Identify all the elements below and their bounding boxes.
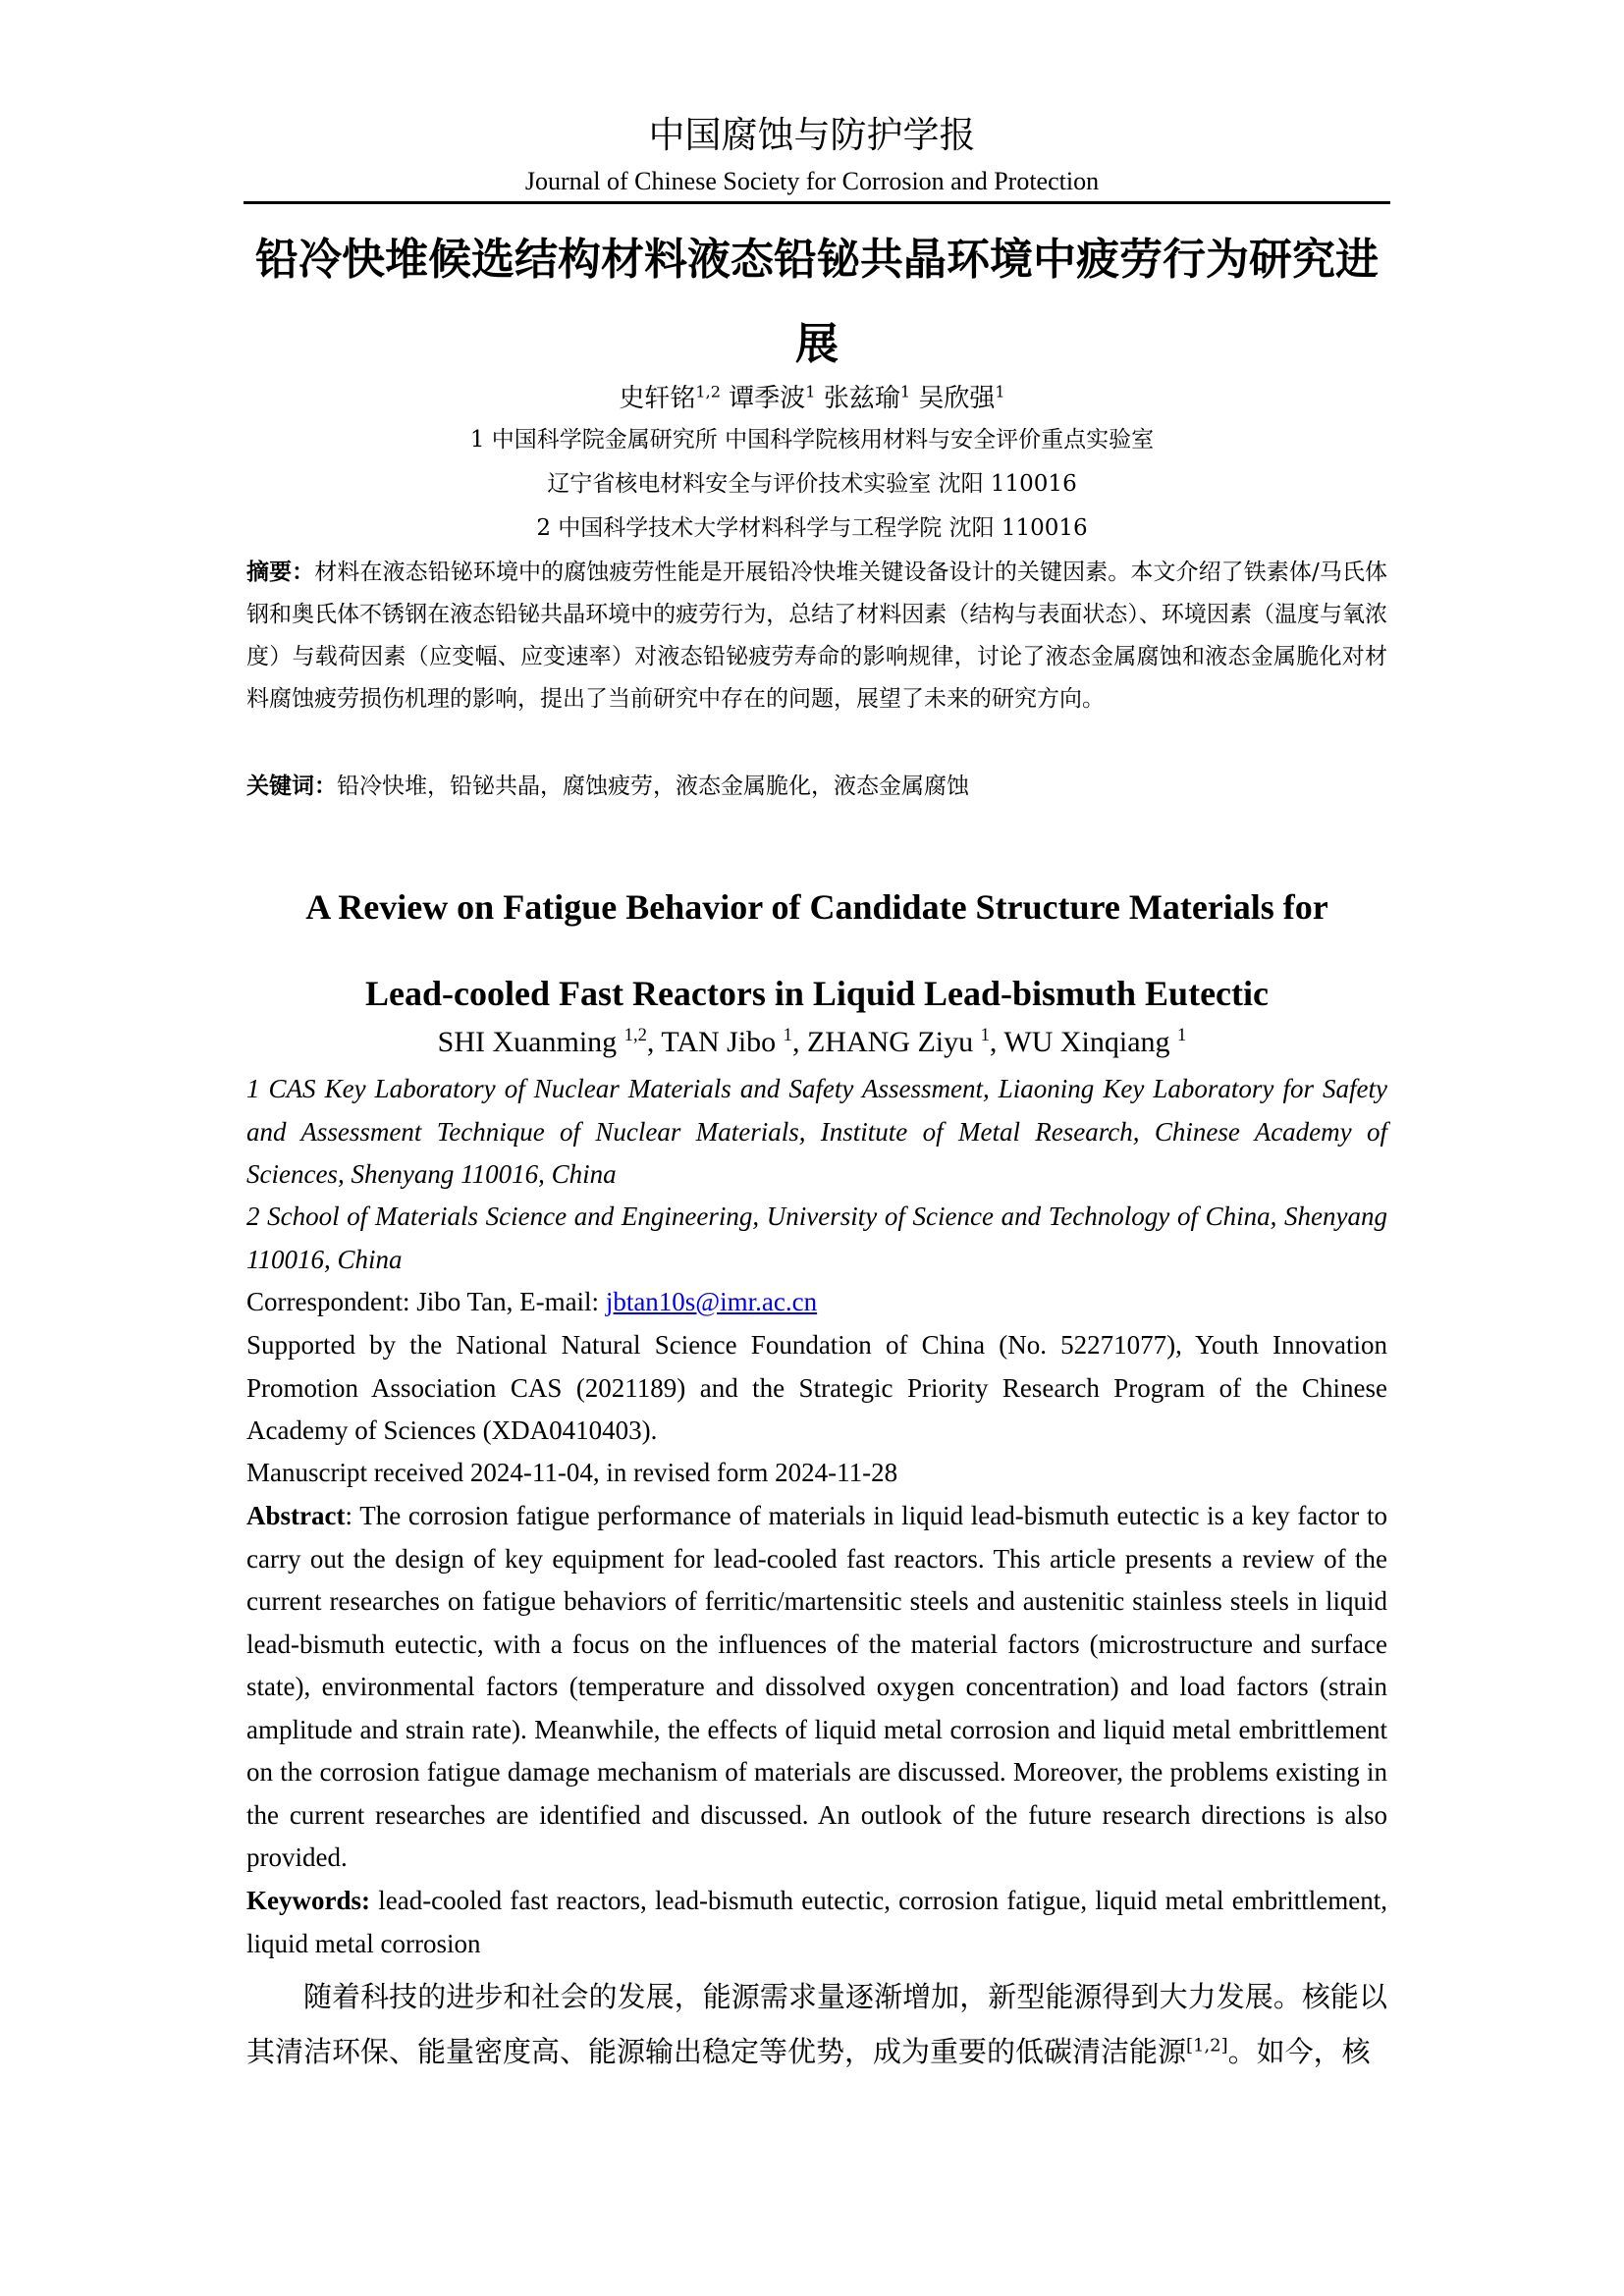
author-separator: , [791, 1026, 807, 1058]
author-affiliation-mark: 1 [899, 382, 911, 401]
affiliation-cn: 1 中国科学院金属研究所 中国科学院核用材料与安全评价重点实验室 [469, 427, 1155, 453]
abstract-text-en: : The corrosion fatigue performance of materials in liquid lead-bismuth eutectic is a key factor to carry out the design of key equipment for lead-cooled fast reactors. This article presents a review of the current researches on fatigue behaviors of ferritic/martensitic steels and austenitic stainless steels in liquid lead-bismuth eutectic, with a focus on the influences of the material factors (microstructure and surface state), environmental factors (temperature and dissolved oxygen concentration) and load factors (strain amplitude and strain rate). Meanwhile, the effects of liquid metal corrosion and liquid metal embrittlement on the corrosion fatigue damage mechanism of materials are discussed. Moreover, the problems existing in the current researches are identified and discussed. An outlook of the future research directions is also provided. [246, 1501, 1387, 1872]
header-rule [244, 201, 1390, 204]
affiliation-en: 1 CAS Key Laboratory of Nuclear Materials and Safety Assessment, Liaoning Key Laboratory for Safety and Assessment Technique of Nuclear Materials, Institute of Metal Research, Chinese Academy of Sciences, Shenyang 110016, China [246, 1074, 1387, 1189]
author-affiliation-mark: 1 [1177, 1025, 1187, 1045]
paper-title-en [244, 864, 1390, 1037]
journal-name-cn: 中国腐蚀与防护学报 [648, 114, 976, 156]
citation-mark: [1,2] [1186, 2035, 1228, 2056]
author-affiliation-mark: 1 [805, 382, 816, 401]
author-name: 史轩铭 [619, 384, 696, 413]
body-text: 。如今，核 [1227, 2035, 1371, 2068]
abstract-cn [246, 552, 1387, 721]
keywords-label-cn: 关键词： [246, 774, 337, 799]
author-name: ZHANG Ziyu [806, 1026, 981, 1058]
author-name: TAN Jibo [661, 1026, 784, 1058]
author-name: 吴欣强 [918, 384, 996, 413]
journal-name-en: Journal of Chinese Society for Corrosion and Protection [524, 167, 1100, 195]
author-separator: , [989, 1026, 1004, 1058]
body-text: 随着科技的进步和社会的发展，能源需求量逐渐增加，新型能源得到大力发展。核能以其清洁环保、能量密度高、能源输出稳定等优势，成为重要的低碳清洁能源 [246, 1980, 1387, 2068]
email-link[interactable]: jbtan10s@imr.ac.cn [605, 1287, 818, 1316]
affiliation-en: 2 School of Materials Science and Engineering, University of Science and Technology of China, Shenyang 110016, China [246, 1201, 1387, 1274]
correspondent-label: Correspondent: Jibo Tan, E-mail: [246, 1287, 606, 1316]
author-list-cn [0, 379, 1624, 418]
author-name: SHI Xuanming [437, 1026, 624, 1058]
keywords-text-en: lead-cooled fast reactors, lead-bismuth eutectic, corrosion fatigue, liquid metal embrittlement, liquid metal corrosion [246, 1886, 1387, 1958]
author-name: WU Xinqiang [1003, 1026, 1178, 1058]
author-affiliation-mark: 1 [783, 1025, 792, 1045]
author-name: 张兹瑜 [823, 384, 900, 413]
title-line: Lead-cooled Fast Reactors in Liquid Lead-bismuth Eutectic [364, 974, 1269, 1013]
author-affiliation-mark: 1,2 [695, 382, 722, 401]
affiliation-cn: 辽宁省核电材料安全与评价技术实验室 沈阳 110016 [547, 471, 1077, 497]
author-separator: , [646, 1026, 662, 1058]
abstract-label-cn: 摘要： [246, 560, 315, 585]
abstract-en [246, 1495, 1387, 1880]
keywords-label-en: Keywords: [246, 1886, 370, 1915]
author-name: 谭季波 [729, 384, 806, 413]
keywords-cn [246, 767, 1387, 806]
manuscript-dates: Manuscript received 2024-11-04, in revised form 2024-11-28 [246, 1458, 898, 1487]
correspondent [246, 1281, 1387, 1324]
title-line: A Review on Fatigue Behavior of Candidate Structure Materials for [305, 887, 1328, 927]
abstract-label-en: Abstract [246, 1501, 346, 1530]
abstract-text-cn: 材料在液态铅铋环境中的腐蚀疲劳性能是开展铅冷快堆关键设备设计的关键因素。本文介绍了铁素体/马氏体钢和奥氏体不锈钢在液态铅铋共晶环境中的疲劳行为，总结了材料因素（结构与表面状态）、环境因素（温度与氧浓度）与载荷因素（应变幅、应变速率）对液态铅铋疲劳寿命的影响规律，讨论了液态金属腐蚀和液态金属脆化对材料腐蚀疲劳损伤机理的影响，提出了当前研究中存在的问题，展望了未来的研究方向。 [246, 560, 1388, 712]
affiliation-cn: 2 中国科学技术大学材料科学与工程学院 沈阳 110016 [536, 515, 1088, 541]
keywords-text-cn: 铅冷快堆，铅铋共晶，腐蚀疲劳，液态金属脆化，液态金属腐蚀 [337, 774, 969, 799]
body-paragraph [246, 1969, 1387, 2079]
paper-title-cn: 铅冷快堆候选结构材料液态铅铋共晶环境中疲劳行为研究进展 [255, 235, 1379, 369]
keywords-en [246, 1880, 1387, 1965]
author-affiliation-mark: 1,2 [623, 1025, 647, 1045]
author-list-en [0, 1021, 1624, 1064]
funding-note: Supported by the National Natural Science Foundation of China (No. 52271077), Youth Innovation Promotion Association CAS (2021189) and the Strategic Priority Research Program of the Chinese Academy of Sciences (XDA0410403). [246, 1330, 1387, 1445]
author-affiliation-mark: 1 [995, 382, 1005, 401]
author-affiliation-mark: 1 [980, 1025, 990, 1045]
